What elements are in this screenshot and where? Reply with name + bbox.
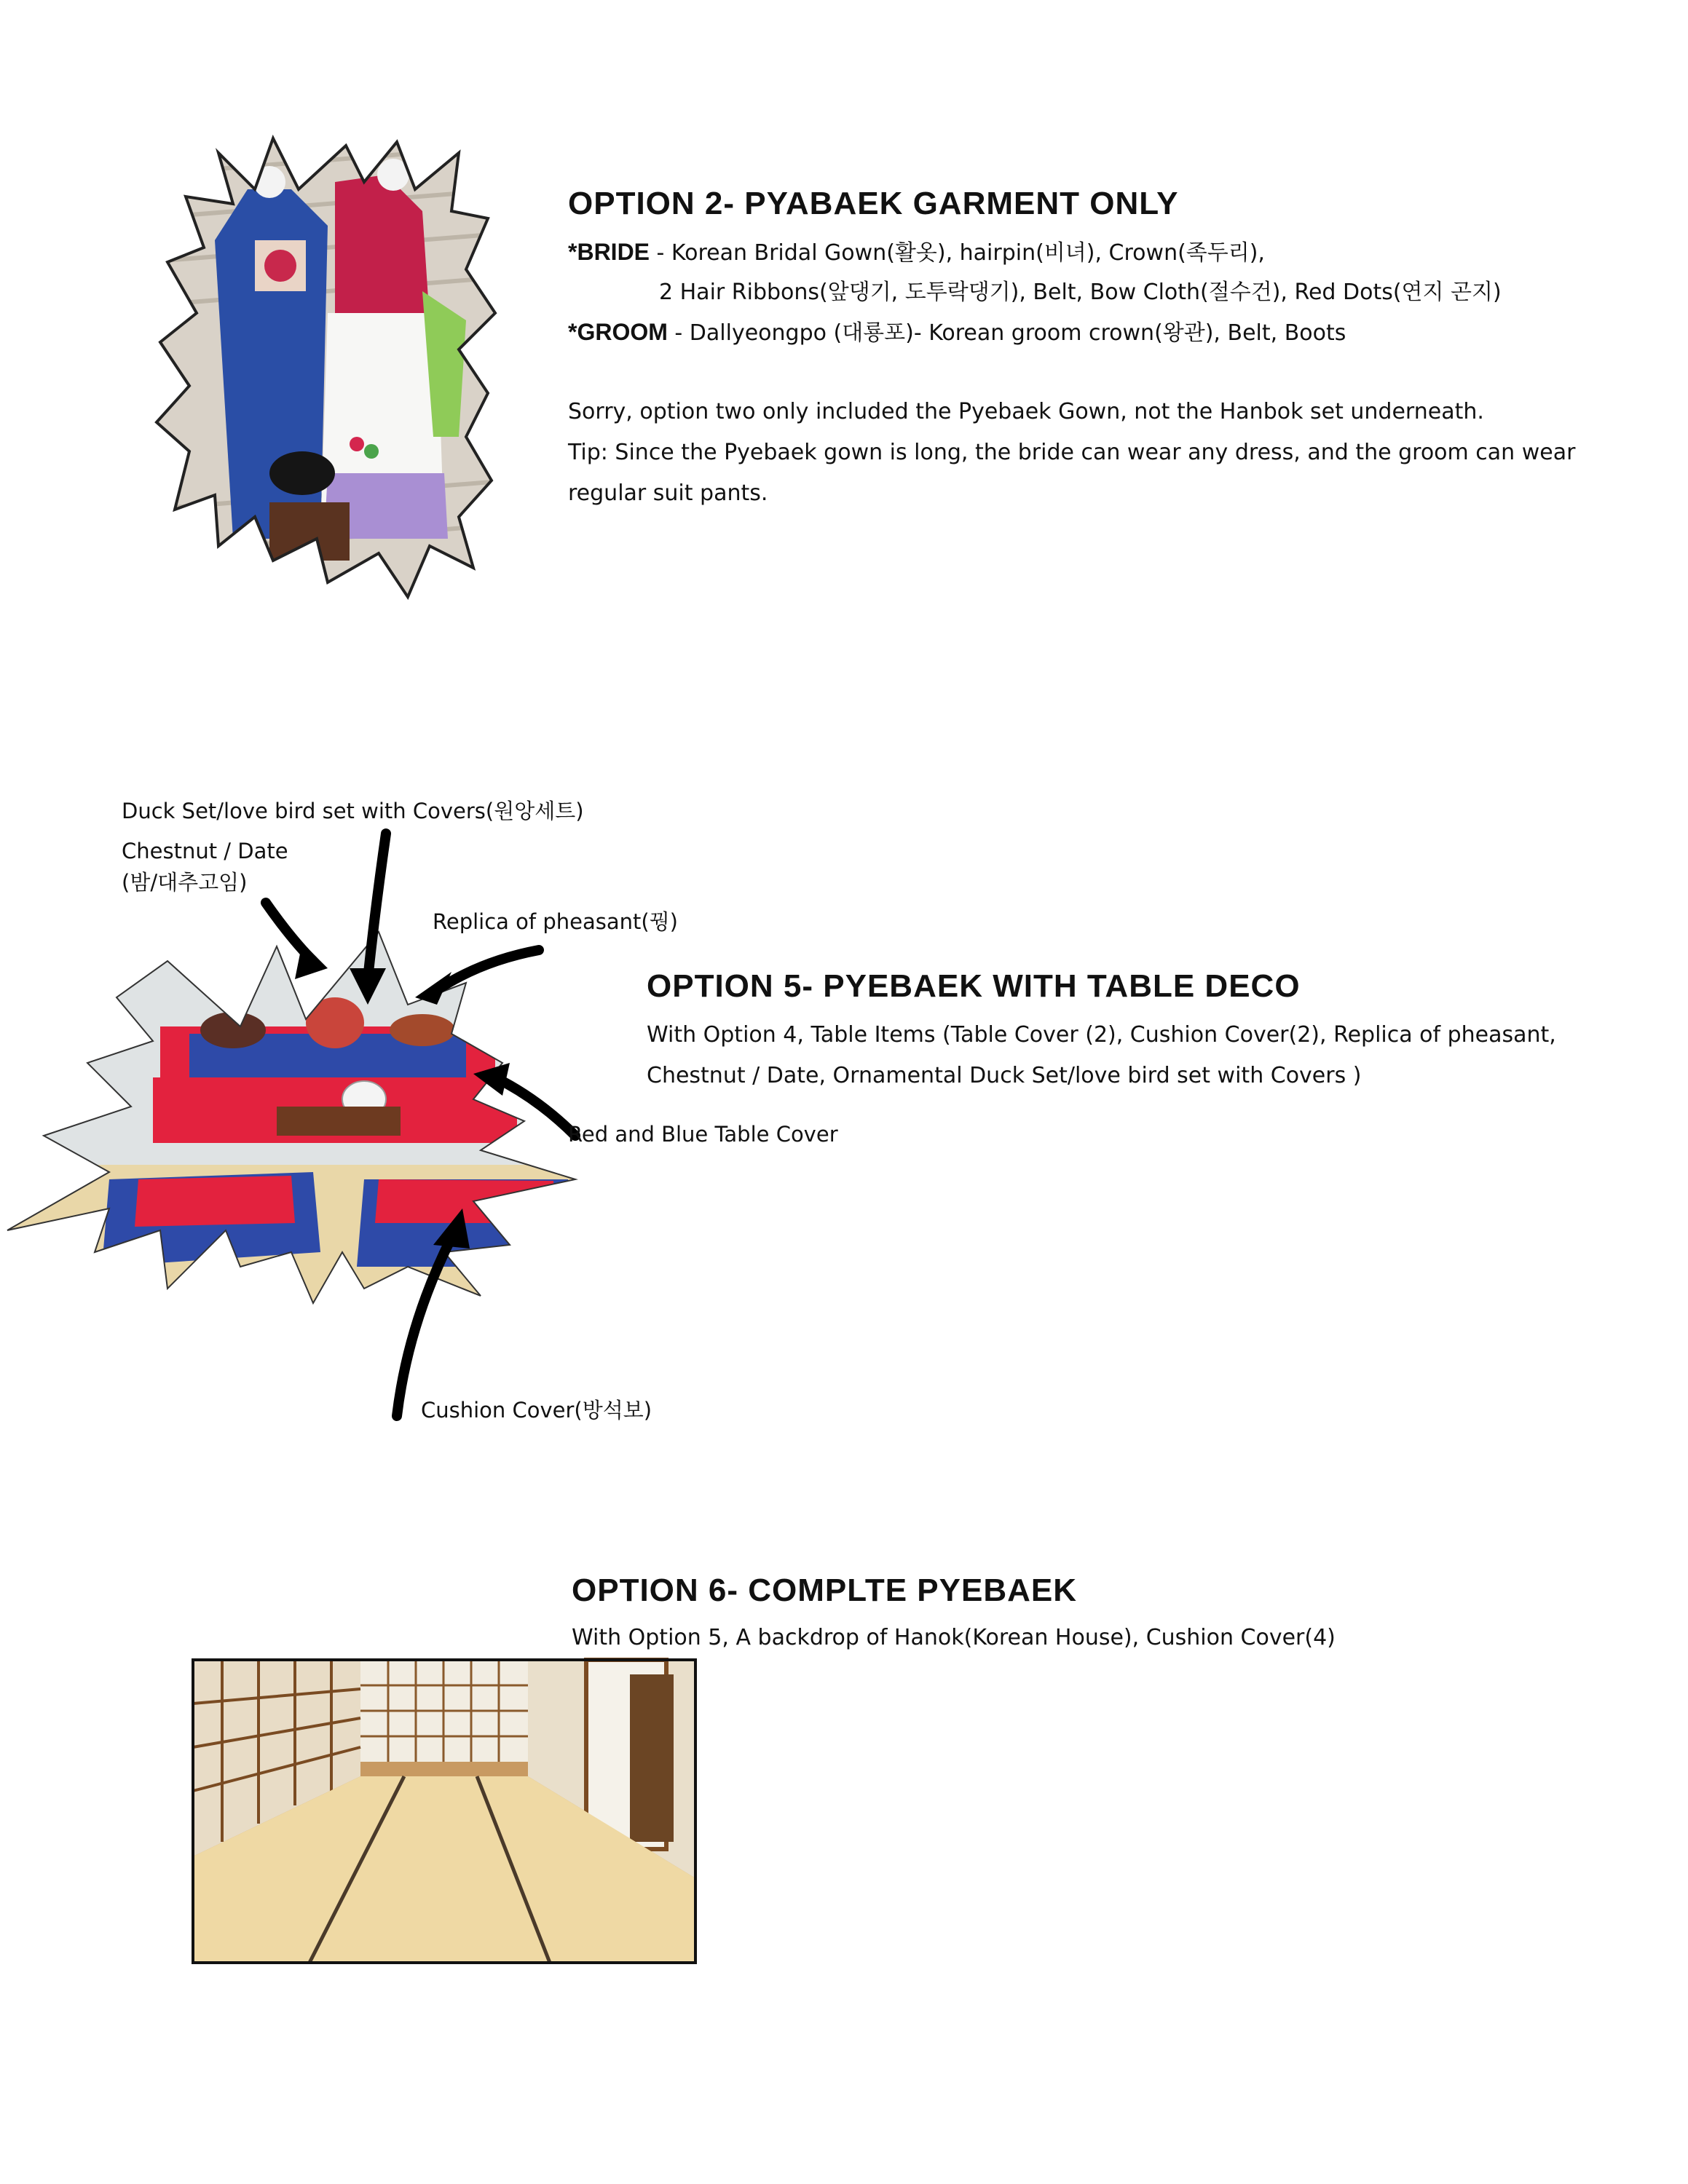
duck-set-label: Duck Set/love bird set with Covers(원앙세트) xyxy=(122,799,584,823)
groom-label: *GROOM xyxy=(568,319,668,345)
cushion-arrow xyxy=(397,1238,451,1416)
bride-items: - Korean Bridal Gown(활옷), hairpin(비녀), Crown(족두리), xyxy=(650,240,1265,266)
hanok-backdrop-photo xyxy=(193,1660,695,1963)
option5-line2: Chestnut / Date, Ornamental Duck Set/love bird set with Covers ) xyxy=(647,1063,1362,1088)
option2-note2: Tip: Since the Pyebaek gown is long, the bride can wear any dress, and the groom can wear xyxy=(568,440,1576,465)
table-cover-label: Red and Blue Table Cover xyxy=(568,1122,838,1147)
cushion-cover-label: Cushion Cover(방석보) xyxy=(421,1398,652,1423)
chestnut-label-korean: (밤/대추고임) xyxy=(122,870,248,895)
pheasant-arrow xyxy=(437,950,539,990)
option5-title: OPTION 5- PYEBAEK WITH TABLE DECO xyxy=(647,968,1301,1004)
option2-note3: regular suit pants. xyxy=(568,480,768,506)
groom-items: - Dallyeongpo (대룡포)- Korean groom crown(왕관), Belt, Boots xyxy=(667,320,1346,346)
option2-title: OPTION 2- PYABAEK GARMENT ONLY xyxy=(568,186,1179,221)
chestnut-label: Chestnut / Date xyxy=(122,839,288,863)
option5-line1: With Option 4, Table Items (Table Cover (2), Cushion Cover(2), Replica of pheasant, xyxy=(647,1022,1556,1048)
option2-bride-line2: 2 Hair Ribbons(앞댕기, 도투락댕기), Belt, Bow Cloth(절수건), Red Dots(연지 곤지) xyxy=(659,280,1502,305)
option6-line1: With Option 5, A backdrop of Hanok(Korean House), Cushion Cover(4) xyxy=(572,1625,1336,1650)
option6-title: OPTION 6- COMPLTE PYEBAEK xyxy=(572,1572,1078,1608)
bride-label: *BRIDE xyxy=(568,239,650,265)
pheasant-label: Replica of pheasant(꿩) xyxy=(433,909,678,934)
table-cover-arrow xyxy=(495,1077,575,1136)
duck-arrow xyxy=(368,834,386,979)
option2-note1: Sorry, option two only included the Pyebaek Gown, not the Hanbok set underneath. xyxy=(568,399,1484,424)
